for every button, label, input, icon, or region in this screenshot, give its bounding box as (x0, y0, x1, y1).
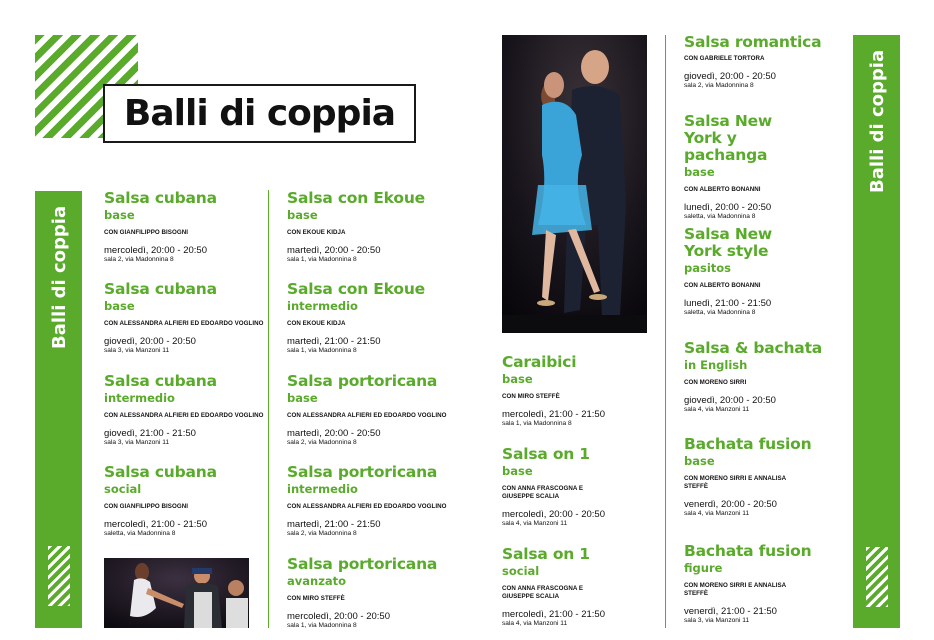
course-card (684, 340, 849, 414)
course-level: intermedio (287, 482, 358, 496)
left-side-bar (35, 191, 82, 628)
course-level: in English (684, 358, 748, 372)
course-teacher: CON GIANFILIPPO BISOGNI (104, 229, 188, 236)
course-card (502, 446, 612, 528)
course-level: base (684, 165, 715, 179)
course-level: pasitos (684, 261, 732, 275)
course-teacher: CON MORENO SIRRI (684, 379, 747, 386)
course-name: Salsa con Ekoue (287, 280, 425, 298)
course-card (287, 190, 452, 264)
course-level: intermedio (104, 391, 175, 405)
column-separator (665, 35, 666, 628)
course-name: Salsa New York style (684, 225, 773, 260)
course-level: base (502, 464, 533, 478)
course-name: Salsa New York y pachanga (684, 112, 773, 164)
course-name: Bachata fusion (684, 435, 812, 453)
course-card (104, 464, 269, 538)
course-name: Salsa romantica (684, 33, 822, 51)
course-time: mercoledì, 21:00 - 21:50 (502, 609, 605, 620)
course-time: mercoledì, 20:00 - 20:50 (287, 611, 390, 622)
course-time: giovedì, 20:00 - 20:50 (684, 71, 776, 82)
course-teacher: CON ALBERTO BONANNI (684, 282, 761, 289)
course-card (104, 373, 269, 447)
course-teacher: CON MIRO STEFFÈ (502, 393, 560, 400)
course-place: sala 4, via Manzoni 11 (684, 406, 750, 413)
course-name: Salsa on 1 (502, 445, 590, 463)
course-card (104, 281, 269, 355)
course-teacher: CON GABRIELE TORTORA (684, 55, 765, 62)
course-teacher: CON ANNA FRASCOGNA E GIUSEPPE SCALIA (502, 585, 584, 600)
course-card (684, 113, 814, 221)
course-name: Salsa portoricana (287, 555, 438, 573)
dancers-photo-image (104, 558, 249, 628)
course-place: saletta, via Madonnina 8 (104, 530, 176, 537)
left-bar-stripes (48, 546, 70, 606)
course-level: base (104, 208, 135, 222)
course-place: sala 1, via Madonnina 8 (287, 256, 357, 263)
course-level: social (104, 482, 142, 496)
course-name: Salsa cubana (104, 463, 217, 481)
course-level: avanzato (287, 574, 347, 588)
course-time: martedì, 21:00 - 21:50 (287, 336, 381, 347)
course-name: Salsa cubana (104, 372, 217, 390)
course-place: sala 1, via Madonnina 8 (287, 622, 357, 629)
course-time: giovedì, 21:00 - 21:50 (104, 428, 196, 439)
course-place: sala 4, via Manzoni 11 (684, 510, 750, 517)
course-name: Salsa portoricana (287, 463, 438, 481)
course-time: mercoledì, 21:00 - 21:50 (502, 409, 605, 420)
course-teacher: CON ALESSANDRA ALFIERI ED EDOARDO VOGLINO (104, 320, 264, 327)
course-time: venerdì, 20:00 - 20:50 (684, 499, 777, 510)
course-teacher: CON ALESSANDRA ALFIERI ED EDOARDO VOGLINO (287, 412, 447, 419)
course-card (502, 546, 612, 628)
course-place: sala 2, via Madonnina 8 (287, 530, 357, 537)
course-time: martedì, 20:00 - 20:50 (287, 428, 381, 439)
course-teacher: CON MORENO SIRRI E ANNALISA STEFFÈ (684, 582, 786, 597)
left-side-label: Balli di coppia (49, 205, 70, 349)
course-level: base (287, 208, 318, 222)
course-name: Salsa con Ekoue (287, 189, 425, 207)
course-place: sala 2, via Madonnina 8 (287, 439, 357, 446)
course-name: Salsa cubana (104, 280, 217, 298)
course-card (287, 464, 452, 538)
course-teacher: CON ALESSANDRA ALFIERI ED EDOARDO VOGLINO (287, 503, 447, 510)
course-teacher: CON MORENO SIRRI E ANNALISA STEFFÈ (684, 475, 786, 490)
course-level: figure (684, 561, 723, 575)
course-place: saletta, via Madonnina 8 (684, 213, 756, 220)
page-title: Balli di coppia (123, 93, 396, 134)
dancers-photo-small (104, 558, 249, 628)
course-level: base (684, 454, 715, 468)
course-level: base (287, 391, 318, 405)
course-name: Salsa cubana (104, 189, 217, 207)
dancers-photo-large-image (502, 35, 647, 333)
course-place: sala 2, via Madonnina 8 (104, 256, 174, 263)
course-place: sala 4, via Manzoni 11 (502, 520, 568, 527)
course-place: sala 4, via Manzoni 11 (502, 620, 568, 627)
course-name: Bachata fusion (684, 542, 812, 560)
course-teacher: CON MIRO STEFFÈ (287, 595, 345, 602)
course-time: venerdì, 21:00 - 21:50 (684, 606, 777, 617)
course-time: giovedì, 20:00 - 20:50 (684, 395, 776, 406)
course-time: mercoledì, 20:00 - 20:50 (502, 509, 605, 520)
course-level: base (502, 372, 533, 386)
course-teacher: CON GIANFILIPPO BISOGNI (104, 503, 188, 510)
course-teacher: CON EKOUE KIDJA (287, 320, 346, 327)
course-name: Salsa & bachata (684, 339, 823, 357)
page-title-box (103, 84, 416, 143)
course-card (287, 556, 452, 630)
course-card (502, 354, 667, 428)
course-card (287, 281, 452, 355)
dancers-photo-large (502, 35, 647, 333)
course-teacher: CON EKOUE KIDJA (287, 229, 346, 236)
course-teacher: CON ANNA FRASCOGNA E GIUSEPPE SCALIA (502, 485, 584, 500)
course-place: sala 2, via Madonnina 8 (684, 82, 754, 89)
course-place: sala 1, via Madonnina 8 (287, 347, 357, 354)
course-name: Salsa on 1 (502, 545, 590, 563)
course-card (684, 226, 814, 317)
course-time: lunedì, 21:00 - 21:50 (684, 298, 772, 309)
course-card (684, 542, 812, 625)
course-name: Salsa portoricana (287, 372, 438, 390)
course-card (684, 435, 812, 518)
course-time: martedì, 20:00 - 20:50 (287, 245, 381, 256)
course-level: intermedio (287, 299, 358, 313)
course-time: lunedì, 20:00 - 20:50 (684, 202, 772, 213)
course-card (684, 34, 849, 90)
course-time: giovedì, 20:00 - 20:50 (104, 336, 196, 347)
course-place: sala 1, via Madonnina 8 (502, 420, 572, 427)
course-place: sala 3, via Manzoni 11 (684, 617, 750, 624)
course-place: saletta, via Madonnina 8 (684, 309, 756, 316)
right-side-label: Balli di coppia (867, 49, 888, 193)
course-time: martedì, 21:00 - 21:50 (287, 519, 381, 530)
course-place: sala 3, via Manzoni 11 (104, 439, 170, 446)
course-time: mercoledì, 20:00 - 20:50 (104, 245, 207, 256)
course-card (287, 373, 452, 447)
course-time: mercoledì, 21:00 - 21:50 (104, 519, 207, 530)
course-name: Caraibici (502, 353, 577, 371)
course-level: base (104, 299, 135, 313)
course-card (104, 190, 269, 264)
course-teacher: CON ALESSANDRA ALFIERI ED EDOARDO VOGLINO (104, 412, 264, 419)
right-side-bar (853, 35, 900, 628)
course-place: sala 3, via Manzoni 11 (104, 347, 170, 354)
right-bar-stripes (866, 547, 888, 607)
course-level: social (502, 564, 540, 578)
course-teacher: CON ALBERTO BONANNI (684, 186, 761, 193)
